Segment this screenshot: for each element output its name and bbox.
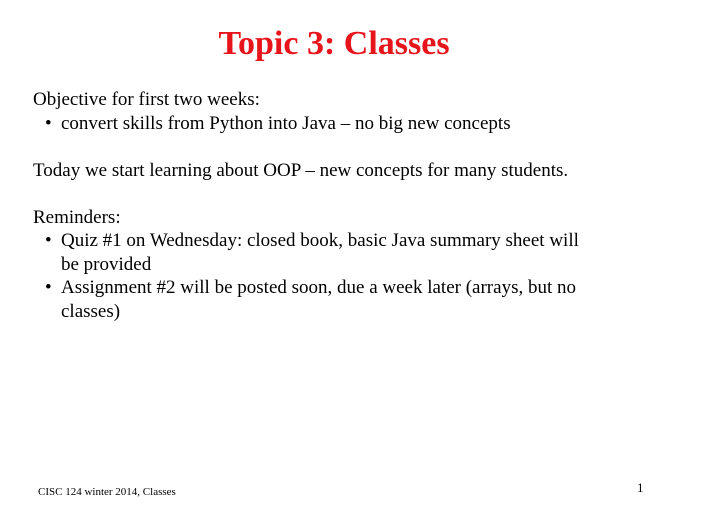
reminders-bullet-list [33,229,693,323]
reminder-bullet-item [33,276,693,323]
bullet-icon: • [45,277,52,298]
slide-title: Topic 3: Classes [218,25,450,62]
bullet-line: Quiz #1 on Wednesday: closed book, basic Java summary sheet will [61,230,579,251]
today-paragraph: Today we start learning about OOP – new concepts for many students. [33,159,569,181]
bullet-line: classes) [61,300,121,322]
bullet-line: convert skills from Python into Java – no big new concepts [61,112,511,134]
objective-bullet-list [33,112,693,136]
slide-body [33,88,693,323]
objective-heading: Objective for first two weeks: [33,89,260,110]
reminders-heading: Reminders: [33,206,121,228]
reminder-bullet-item [33,229,693,276]
bullet-icon: • [45,230,52,251]
page-number: 1 [637,480,644,495]
slide-footer: CISC 124 winter 2014, Classes [38,486,176,498]
bullet-line: be provided [61,253,152,275]
objective-bullet-item [33,112,693,136]
bullet-icon: • [45,112,52,134]
bullet-line: Assignment #2 will be posted soon, due a week later (arrays, but no [61,277,576,298]
